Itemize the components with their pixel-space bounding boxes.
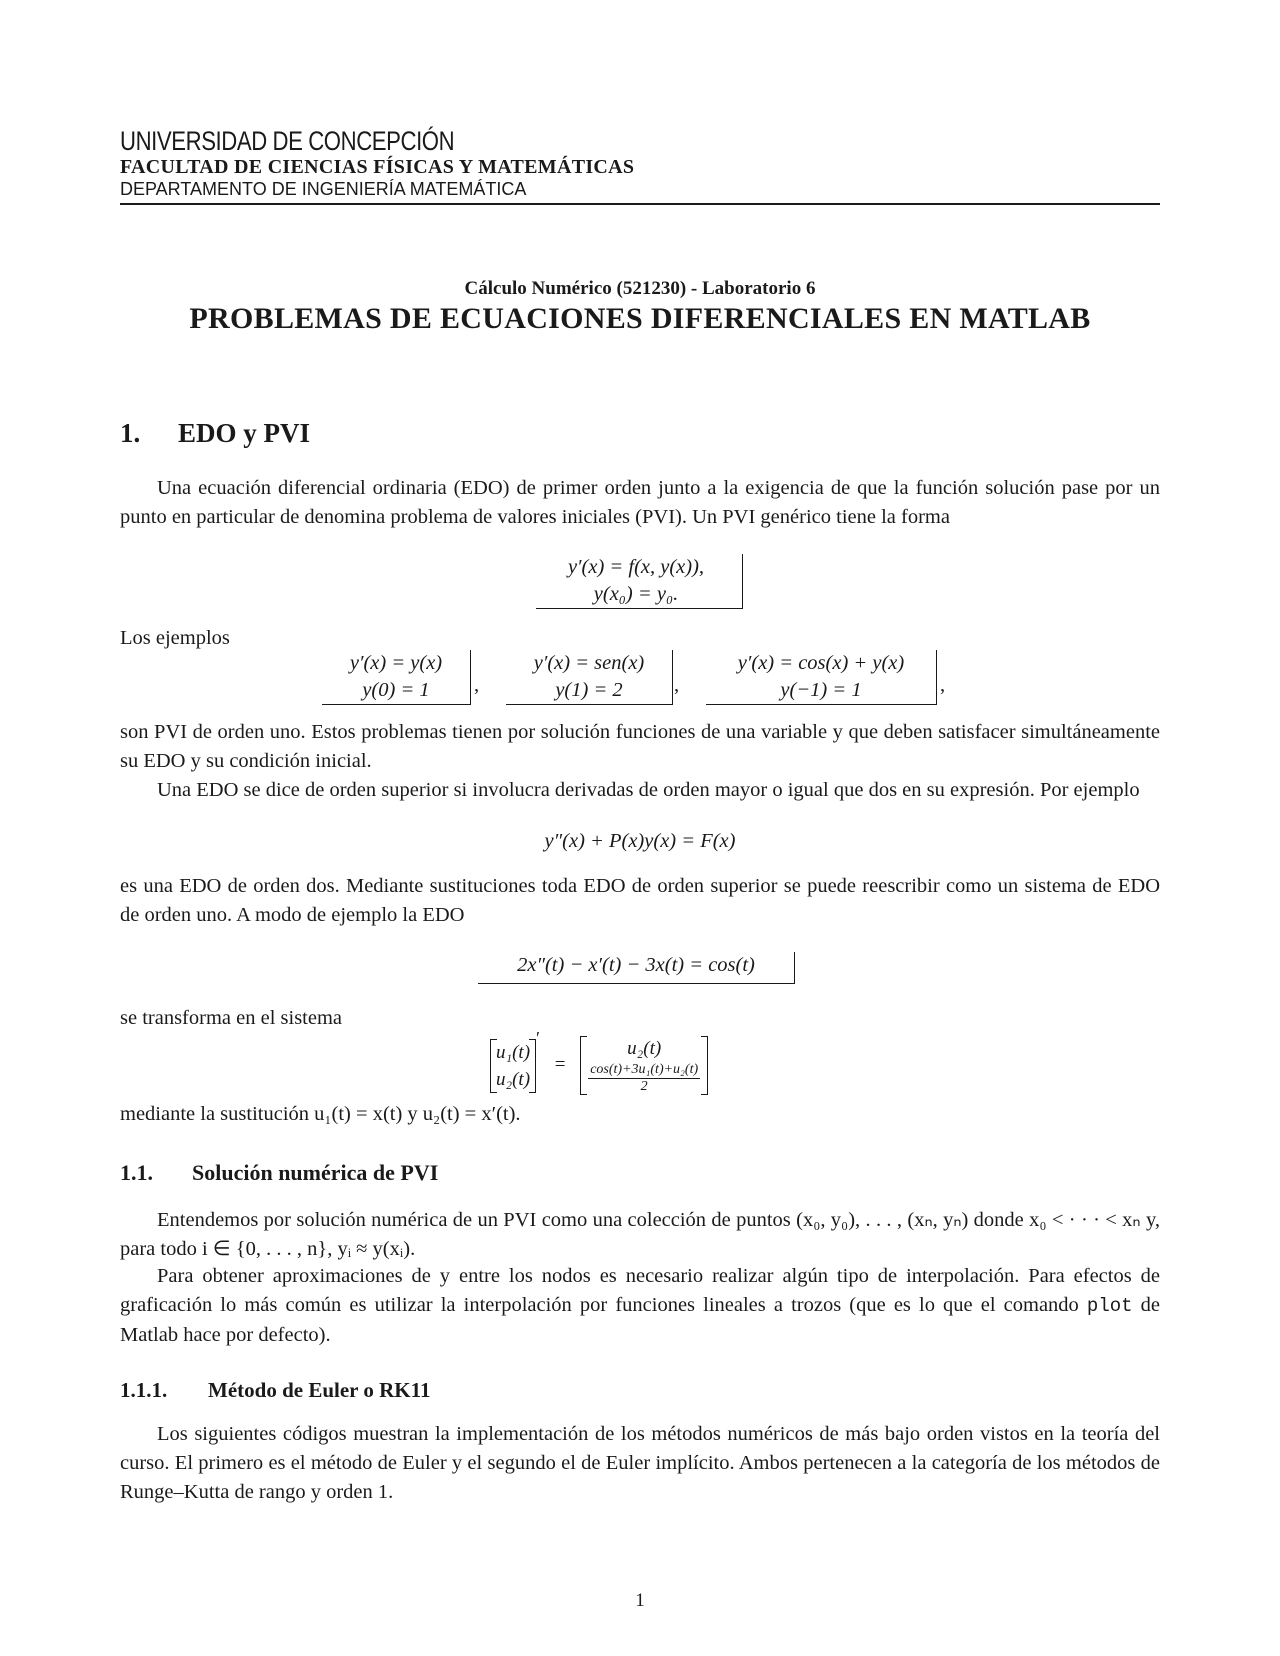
comma: ,: [474, 674, 480, 696]
section-1-1-para-2: [120, 1262, 1160, 1350]
course-subtitle: Cálculo Numérico (521230) - Laboratorio 6: [464, 278, 816, 299]
section-1-1-1-para-1: Los siguientes códigos muestran la implementación de los métodos numéricos de más bajo orden vistos en la teoría del curso. El primero es el método de Euler y el segundo el de Euler implícito. Ambos pertenecen a la categoría de los métodos de Runge–Kutta de rango y orden 1.: [120, 1423, 1160, 1503]
section-title: Solución numérica de PVI: [192, 1160, 439, 1185]
left-vector-row-2: u₂(t): [496, 1068, 531, 1090]
examples-label: Los ejemplos: [120, 627, 230, 649]
example-pvi-3: [706, 650, 937, 705]
page-number: 1: [635, 1590, 645, 1611]
header-rule: [120, 203, 1160, 205]
comma: ,: [940, 674, 946, 696]
section-1-1-para-1: Entendemos por solución numérica de un PVI como una colección de puntos (x₀, y₀), . . . , (xₙ, yₙ) donde x₀ < · · · < xₙ y, para todo i ∈ {0, . . . , n}, yᵢ ≈ y(xᵢ).: [120, 1209, 1160, 1260]
left-vector: [490, 1039, 536, 1093]
section-number: 1.1.: [120, 1160, 153, 1185]
generic-eq-line-2: y(x₀) = y₀.: [593, 583, 679, 605]
department-name: DEPARTAMENTO DE INGENIERÍA MATEMÁTICA: [120, 179, 527, 199]
comma: ,: [674, 674, 680, 696]
transform-label: se transforma en el sistema: [120, 1007, 343, 1029]
document-title: PROBLEMAS DE ECUACIONES DIFERENCIALES EN MATLAB: [189, 302, 1091, 335]
after-examples-text: son PVI de orden uno. Estos problemas tienen por solución funciones de una variable y que deben satisfacer simultáneamente su EDO y su condición inicial.: [120, 721, 1160, 772]
section-number: 1.1.1.: [120, 1378, 168, 1402]
university-name: UNIVERSIDAD DE CONCEPCIÓN: [120, 126, 455, 156]
left-vector-row-1: u₁(t): [496, 1041, 531, 1063]
generic-eq-line-1: y′(x) = f(x, y(x)),: [567, 556, 705, 578]
faculty-name: FACULTAD DE CIENCIAS FÍSICAS Y MATEMÁTICAS: [120, 156, 635, 178]
example-pvi-2: [506, 650, 673, 705]
higher-order-text: Una EDO se dice de orden superior si involucra derivadas de orden mayor o igual que dos en su expresión. Por ejemplo: [157, 779, 1140, 801]
para-2-text-before: Para obtener aproximaciones de y entre los nodos es necesario realizar algún tipo de interpolación. Para efectos de graficación lo más común es utilizar la interpolación por funciones lineales a trozos (que es lo que el comando: [120, 1265, 1160, 1316]
section-1-1-1-heading: [120, 1378, 430, 1403]
prime-mark: ′: [536, 1028, 540, 1048]
fraction-denominator: 2: [640, 1079, 648, 1095]
section-1-1-heading: [120, 1160, 438, 1186]
plot-command: plot: [1086, 1295, 1133, 1317]
example-1-cond: y(0) = 1: [362, 679, 430, 701]
example-1-eq: y′(x) = y(x): [349, 652, 443, 674]
example-2-eq: y′(x) = sen(x): [533, 652, 645, 674]
section-title: Método de Euler o RK11: [208, 1378, 431, 1402]
after-second-order-text: es una EDO de orden dos. Mediante sustituciones toda EDO de orden superior se puede reescribir como un sistema de EDO de orden uno. A modo de ejemplo la EDO: [120, 875, 1160, 926]
second-order-equation: y″(x) + P(x)y(x) = F(x): [544, 830, 736, 852]
right-vector-row-1: u₂(t): [627, 1038, 662, 1060]
ode-example-equation: [478, 952, 795, 984]
substitution-text: mediante la sustitución u₁(t) = x(t) y u₂(t) = x′(t).: [120, 1103, 521, 1125]
equals-sign: =: [554, 1054, 566, 1075]
ode-example-text: 2x″(t) − x′(t) − 3x(t) = cos(t): [517, 954, 755, 976]
fraction-numerator: cos(t)+3u₁(t)+u₂(t): [590, 1062, 699, 1078]
right-vector-fraction: [588, 1062, 700, 1095]
right-vector: [580, 1036, 708, 1095]
example-pvi-1: [322, 650, 471, 705]
para-2-text-after: de Matlab hace por defecto).: [120, 1294, 1160, 1346]
example-3-cond: y(−1) = 1: [780, 679, 862, 701]
section-1-heading: [120, 418, 310, 449]
generic-pvi-equation: [536, 554, 743, 609]
section-number: 1.: [120, 418, 141, 448]
example-3-eq: y′(x) = cos(x) + y(x): [737, 652, 905, 674]
example-2-cond: y(1) = 2: [555, 679, 623, 701]
section-1-intro: Una ecuación diferencial ordinaria (EDO) de primer orden junto a la exigencia de que la función solución pase por un punto en particular de denomina problema de valores iniciales (PVI). Un PVI genérico tiene la forma: [120, 477, 1160, 528]
section-title: EDO y PVI: [178, 418, 311, 448]
system-equation: [490, 1028, 708, 1095]
